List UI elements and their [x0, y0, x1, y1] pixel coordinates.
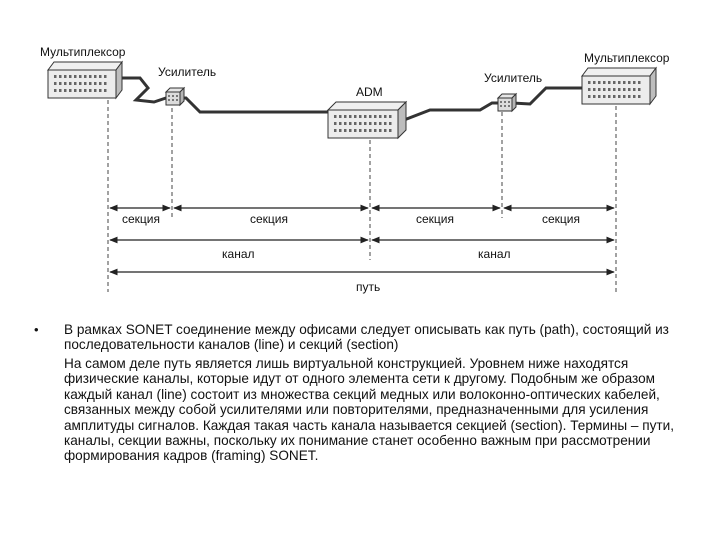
amplifier-right: [498, 94, 516, 111]
label-amplifier-right: Усилитель: [484, 71, 543, 85]
bullet-marker: •: [34, 322, 39, 337]
line-label: канал: [222, 247, 255, 261]
section-label: секция: [122, 212, 160, 226]
section-labels: [118, 212, 586, 226]
label-multiplexer-right: Мультиплексор: [584, 51, 670, 65]
multiplexer-right: [582, 68, 656, 104]
label-adm: ADM: [356, 85, 383, 99]
path-label: путь: [356, 280, 381, 294]
label-amplifier-left: Усилитель: [158, 65, 217, 79]
multiplexer-left: [48, 62, 122, 98]
line-labels: [222, 247, 511, 261]
line-label: канал: [478, 247, 511, 261]
section-label: секция: [250, 212, 288, 226]
adm-device: [328, 102, 406, 138]
section-label: секция: [416, 212, 454, 226]
amplifier-left: [166, 88, 184, 105]
paragraph-2: На самом деле путь является лишь виртуальной конструкцией. Уровнем ниже находятся физические каналы, которые идут от одного элемента сети к другому. Подобным же образом каждый канал (line) состоит из множества секций медных или волоконно-оптических кабелей, связанных между собой усилителями или повторителями, предназначенными для усиления амплитуды сигналов. Каждая такая часть канала называется секцией (section). Термины – пути, каналы, секции важны, поскольку их понимание станет особенно важным при рассмотрении формирования кадров (framing) SONET.: [64, 356, 674, 464]
section-label: секция: [542, 212, 580, 226]
paragraph-1: В рамках SONET соединение между офисами следует описывать как путь (path), состоящий из последовательности каналов (line) и секций (section): [64, 322, 669, 353]
label-multiplexer-left: Мультиплексор: [40, 45, 126, 59]
